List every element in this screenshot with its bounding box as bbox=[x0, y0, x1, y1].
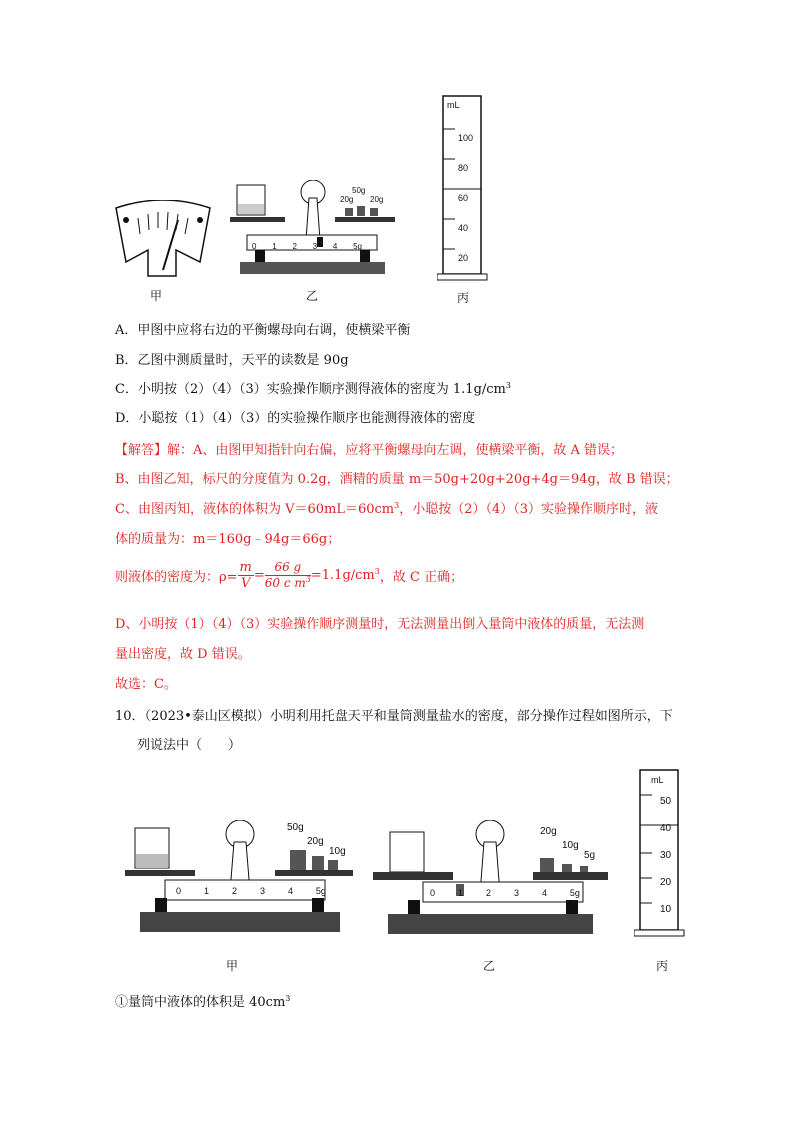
ruler-tick: 4 bbox=[287, 886, 293, 896]
option-c-text: C．小明按（2）（4）（3）实验操作顺序测得液体的密度为 1.1g/cm bbox=[115, 382, 506, 397]
frac-den-sup: 3 bbox=[305, 575, 311, 584]
weight-label: 20g bbox=[540, 826, 557, 837]
ruler-tick: 1 bbox=[272, 242, 277, 251]
label-bing: 丙 bbox=[457, 291, 470, 305]
frac-den: V bbox=[241, 576, 251, 591]
frac-num: m bbox=[239, 560, 252, 575]
frac-num: 66 g bbox=[265, 560, 311, 576]
equals-sign: = bbox=[253, 568, 265, 583]
cylinder-tick: 100 bbox=[458, 133, 474, 143]
label-yi-2: 乙 bbox=[483, 959, 496, 973]
cylinder-ticks-1 bbox=[458, 123, 473, 273]
ruler-tick: 2 bbox=[292, 242, 297, 251]
dial-diagram bbox=[108, 200, 218, 280]
option-c bbox=[115, 381, 511, 399]
answer-line-3b: ，小聪按（2）（4）（3）实验操作顺序时，液 bbox=[399, 502, 659, 517]
ruler-ticks-1 bbox=[252, 242, 362, 251]
answer-line-5 bbox=[115, 560, 463, 591]
cylinder-tick: 80 bbox=[458, 163, 469, 173]
label-jia-2: 甲 bbox=[226, 959, 239, 973]
ruler-tick: 0 bbox=[176, 886, 182, 896]
cylinder-ticks-2 bbox=[660, 788, 671, 923]
frac-den-text: 60 c m bbox=[264, 576, 306, 590]
ruler-tick: 3 bbox=[312, 242, 318, 251]
ruler-tick: 4 bbox=[541, 888, 547, 898]
ruler-tick: 4 bbox=[332, 242, 338, 251]
option-d: D．小聪按（1）（4）（3）的实验操作顺序也能测得液体的密度 bbox=[115, 411, 476, 426]
balance-jia-diagram bbox=[120, 820, 360, 940]
weight-label: 5g bbox=[584, 850, 596, 861]
answer-line-8: 故选：C。 bbox=[115, 677, 177, 692]
weight-label: 20g bbox=[340, 195, 354, 204]
q10-line-1: 10．（2023•泰山区模拟）小明利用托盘天平和量筒测量盐水的密度，部分操作过程如图所示，下 bbox=[115, 709, 673, 724]
answer-line-4: 体的质量为：m＝160g﹣94g＝66g； bbox=[115, 532, 341, 547]
option-c-sup: 3 bbox=[505, 381, 511, 390]
q10-item-1 bbox=[115, 994, 290, 1012]
frac-den bbox=[265, 576, 311, 591]
option-a: A．甲图中应将右边的平衡螺母向右调，使横梁平衡 bbox=[115, 323, 411, 338]
ruler-tick: 1 bbox=[457, 888, 463, 898]
q10-item-1-text: ①量筒中液体的体积是 40cm bbox=[115, 995, 286, 1010]
cylinder-tick: 50 bbox=[660, 796, 672, 807]
answer-line-2: B、由图乙知，标尺的分度值为 0.2g，酒精的质量 m＝50g+20g+20g+4g＝94g，故 B 错误； bbox=[115, 472, 679, 487]
answer-line-3 bbox=[115, 501, 658, 519]
weight-label: 20g bbox=[307, 836, 324, 847]
fraction-66g-over-60cm3 bbox=[265, 560, 311, 591]
cylinder-tick: 10 bbox=[660, 904, 672, 915]
density-prefix: 则液体的密度为：ρ= bbox=[115, 570, 238, 585]
ruler-tick: 2 bbox=[485, 888, 491, 898]
cylinder-tick: 40 bbox=[660, 823, 672, 834]
q10-item-1-sup: 3 bbox=[285, 994, 291, 1003]
weight-label: 10g bbox=[329, 846, 346, 857]
answer-line-7: 量出密度，故 D 错误。 bbox=[115, 647, 251, 662]
answer-line-3a: C、由图丙知，液体的体积为 V＝60mL＝60cm bbox=[115, 502, 395, 517]
cylinder-tick: 60 bbox=[458, 193, 469, 203]
balance-yi-diagram bbox=[368, 820, 613, 940]
cylinder-unit: mL bbox=[447, 100, 460, 110]
weight-label: 10g bbox=[562, 840, 579, 851]
cylinder-tick: 20 bbox=[660, 877, 672, 888]
ruler-tick: 5g bbox=[315, 886, 326, 896]
density-sup: 3 bbox=[374, 567, 380, 576]
ruler-tick: 0 bbox=[430, 888, 436, 898]
ruler-tick: 2 bbox=[231, 886, 237, 896]
density-conclusion: ，故 C 正确； bbox=[379, 570, 464, 585]
label-bing-2: 丙 bbox=[656, 959, 669, 973]
cylinder-tick: 30 bbox=[660, 850, 672, 861]
option-b: B．乙图中测质量时，天平的读数是 90g bbox=[115, 353, 349, 368]
ruler-tick: 3 bbox=[259, 886, 265, 896]
cylinder-tick: 40 bbox=[458, 223, 469, 233]
ruler-ticks-jia bbox=[176, 886, 326, 896]
weight-label: 50g bbox=[287, 822, 304, 833]
answer-line-6: D、小明按（1）（4）（3）实验操作顺序测量时，无法测量出倒入量筒中液体的质量，无法测 bbox=[115, 617, 645, 632]
answer-line-1: 【解答】解：A、由图甲知指针向右偏，应将平衡螺母向左调，使横梁平衡，故 A 错误； bbox=[115, 443, 624, 458]
weight-label: 50g bbox=[352, 186, 366, 195]
fraction-m-over-v bbox=[238, 560, 254, 591]
answer-line-3-sup: 3 bbox=[394, 501, 400, 510]
ruler-ticks-yi bbox=[430, 888, 580, 898]
cylinder-tick: 20 bbox=[458, 253, 469, 263]
ruler-tick: 3 bbox=[513, 888, 519, 898]
weight-label: 20g bbox=[370, 195, 384, 204]
cylinder-unit-2: mL bbox=[651, 775, 664, 785]
ruler-tick: 0 bbox=[252, 242, 257, 251]
q10-line-2: 列说法中（ ） bbox=[137, 738, 242, 753]
ruler-tick: 5g bbox=[353, 242, 362, 251]
density-result: =1.1g/cm bbox=[310, 568, 375, 583]
label-yi: 乙 bbox=[306, 289, 319, 303]
ruler-tick: 5g bbox=[569, 888, 580, 898]
ruler-tick: 1 bbox=[203, 886, 209, 896]
label-jia: 甲 bbox=[150, 289, 163, 303]
